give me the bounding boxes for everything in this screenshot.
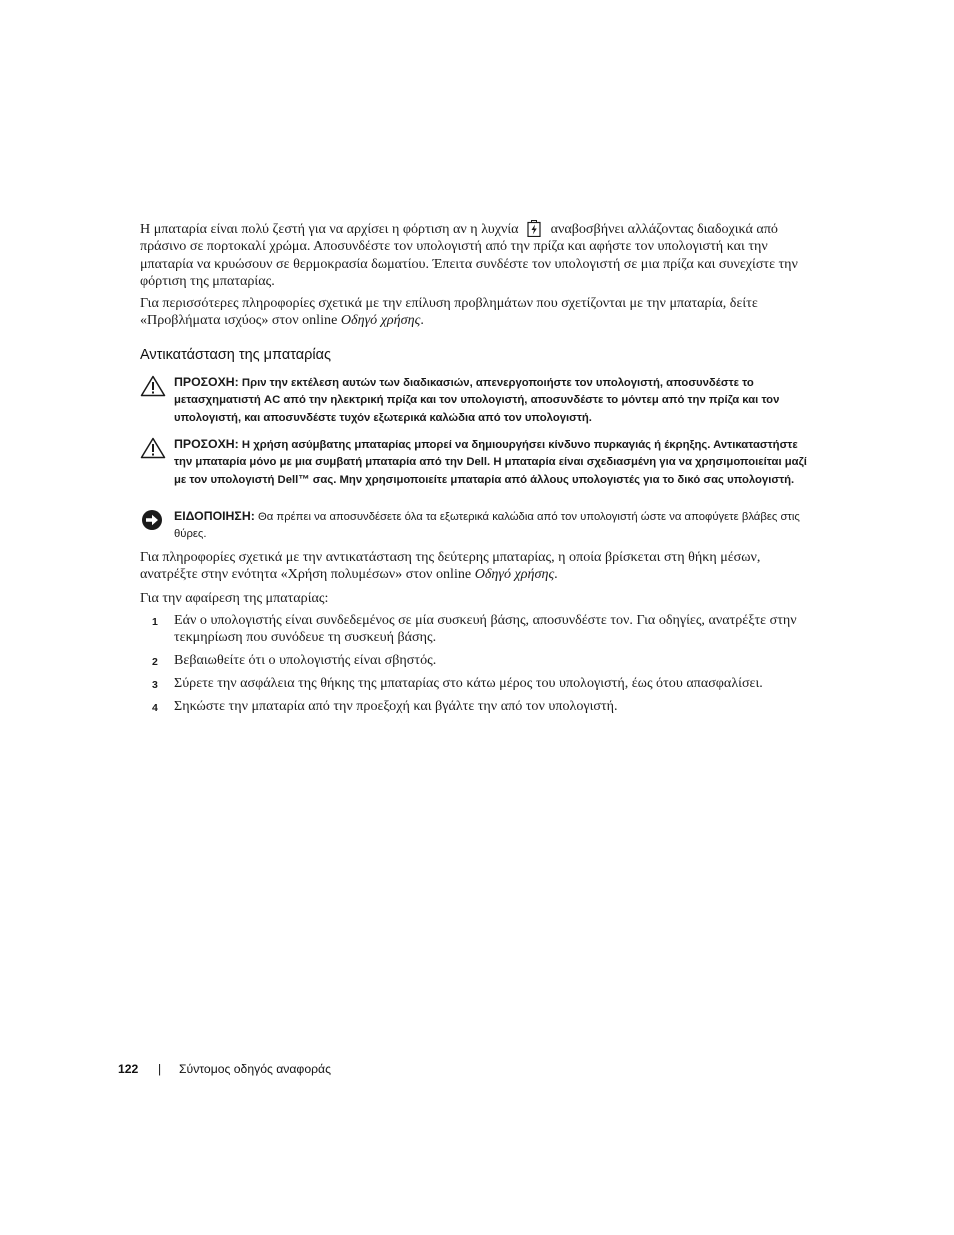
paragraph-end: .	[554, 566, 558, 583]
notice-text: Θα πρέπει να αποσυνδέσετε όλα τα εξωτερικά καλώδια από τον υπολογιστή ώστε να αποφύγετε βλάβες στις θύρες.	[174, 511, 800, 541]
step-text: Σηκώστε την μπαταρία από την προεξοχή και βγάλτε την από τον υπολογιστή.	[174, 697, 618, 714]
notice-note	[140, 508, 815, 544]
page-number: 122	[118, 1062, 139, 1076]
caution-label: ΠΡΟΣΟΧΗ:	[174, 375, 239, 389]
footer-title: Σύντομος οδηγός αναφοράς	[179, 1062, 331, 1076]
battery-hot-paragraph	[140, 220, 815, 290]
caution-note-2	[140, 436, 815, 489]
caution-triangle-icon	[140, 375, 166, 397]
caution-note-1	[140, 374, 815, 427]
paragraph-text: Η μπαταρία είναι πολύ ζεστή για να αρχίσει η φόρτιση αν η λυχνία	[140, 221, 519, 237]
step-text: Σύρετε την ασφάλεια της θήκης της μπαταρίας στο κάτω μέρος του υπολογιστή, έως ότου απασφαλίσει.	[174, 674, 763, 691]
caution-triangle-icon	[140, 437, 166, 459]
paragraph-text: αναβοσβήνει αλλάζοντας διαδοχικά από πράσινο σε πορτοκαλί χρώμα. Αποσυνδέστε τον υπολογιστή από την πρίζα και αφήστε τον υπολογιστή και την μπαταρία να κρυώσουν σε θερμοκρασία δωματίου. Έπειτα συνδέστε τον υπολογιστή σε μια πρίζα και συνεχίστε την φόρτιση της μπαταρίας.	[140, 221, 798, 289]
caution-text: Πριν την εκτέλεση αυτών των διαδικασιών, απενεργοποιήστε τον υπολογιστή, αποσυνδέστε το μετασχηματιστή AC από την ηλεκτρική πρίζα και τον υπολογιστή, αποσυνδέστε το μόντεμ από την πρίζα και τον υπολογιστή, και αποσυνδέστε τυχόν εξωτερικά καλώδια από τον υπολογιστή.	[174, 377, 780, 424]
caution-label: ΠΡΟΣΟΧΗ:	[174, 437, 239, 451]
step-text: Εάν ο υπολογιστής είναι συνδεδεμένος σε μία συσκευή βάσης, αποσυνδέστε τον. Για οδηγίες, ανατρέξτε στην τεκμηρίωση που συνόδευε τη συσκευή βάσης.	[174, 612, 797, 646]
list-item	[140, 675, 815, 692]
troubleshooting-paragraph	[140, 295, 815, 330]
caution-text: Η χρήση ασύμβατης μπαταρίας μπορεί να δημιουργήσει κίνδυνο πυρκαγιάς ή έκρηξης. Αντικαταστήστε την μπαταρία μόνο με μια συμβατή μπαταρία από την Dell. Η μπαταρία είναι σχεδιασμένη για να χρησιμοποιείται μαζί με τον υπολογιστή Dell™ σας. Μην χρησιμοποιείτε μπαταρία από άλλους υπολογιστές για το δικό σας υπολογιστή.	[174, 439, 807, 486]
step-number: 2	[152, 656, 158, 669]
paragraph-end: .	[420, 312, 424, 329]
notice-label: ΕΙΔΟΠΟΙΗΣΗ:	[174, 509, 255, 523]
list-item	[140, 612, 815, 647]
paragraph-text: Για πληροφορίες σχετικά με την αντικατάσταση της δεύτερης μπαταρίας, η οποία βρίσκεται στη θήκη μέσων, ανατρέξτε στην ενότητα «Χρήση πολυμέσων» στον online	[140, 549, 761, 583]
footer-separator: |	[158, 1062, 162, 1076]
users-guide-reference: Οδηγό χρήσης	[474, 566, 555, 583]
removal-steps-list	[140, 612, 815, 715]
section-heading: Αντικατάσταση της μπαταρίας	[140, 347, 331, 363]
list-item	[140, 698, 815, 715]
removal-intro: Για την αφαίρεση της μπαταρίας:	[140, 590, 329, 606]
list-item	[140, 652, 815, 669]
step-number: 1	[152, 616, 158, 628]
step-text: Βεβαιωθείτε ότι ο υπολογιστής είναι σβηστός.	[174, 652, 437, 669]
battery-charge-icon	[527, 220, 541, 237]
second-battery-paragraph	[140, 549, 815, 584]
notice-circle-arrow-icon	[140, 509, 166, 531]
paragraph-text: Για περισσότερες πληροφορίες σχετικά με την επίλυση προβλημάτων που σχετίζονται με την μπαταρία, δείτε «Προβλήματα ισχύος» στον online	[140, 295, 758, 329]
step-number: 4	[152, 701, 158, 714]
step-number: 3	[152, 678, 158, 691]
users-guide-reference: Οδηγό χρήσης	[340, 312, 421, 329]
